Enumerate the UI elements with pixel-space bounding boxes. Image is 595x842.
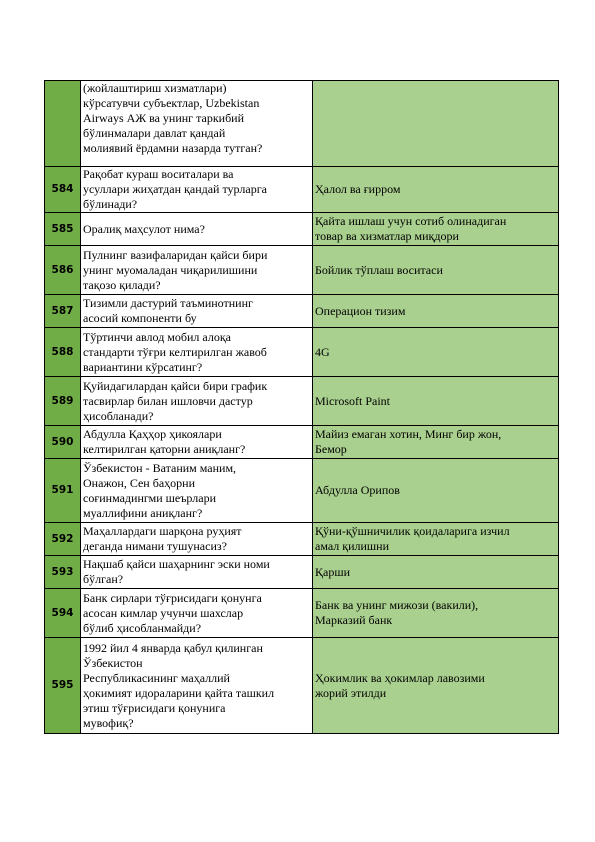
- row-number: 591: [45, 459, 81, 523]
- question-cell: Маҳаллардаги шарқона руҳият деганда нимани тушунасиз?: [81, 523, 313, 556]
- question-cell: Тўртинчи авлод мобил алоқа стандарти тўғри келтирилган жавоб вариантини кўрсатинг?: [81, 328, 313, 377]
- answer-cell: Қарши: [313, 556, 559, 589]
- table-row: [45, 167, 559, 213]
- answer-cell: Майиз емаган хотин, Минг бир жон, Бемор: [313, 426, 559, 459]
- table-row: [45, 459, 559, 523]
- table-row: [45, 426, 559, 459]
- table-row: [45, 638, 559, 734]
- table-row: [45, 523, 559, 556]
- row-number: 592: [45, 523, 81, 556]
- row-number: 593: [45, 556, 81, 589]
- answer-cell: Абдулла Орипов: [313, 459, 559, 523]
- row-number: 594: [45, 589, 81, 638]
- answer-cell: Қўни-қўшничилик қоидаларига изчил амал қилишни: [313, 523, 559, 556]
- question-cell: 1992 йил 4 январда қабул қилинган Ўзбекистон Республикасининг маҳаллий ҳокимият идораларини қайта ташкил этиш тўғрисидаги қонунига мувофиқ?: [81, 638, 313, 734]
- question-cell: Пулнинг вазифаларидан қайси бири унинг муомаладан чиқарилишини тақозо қилади?: [81, 246, 313, 295]
- question-cell: Нақшаб қайси шаҳарнинг эски номи бўлган?: [81, 556, 313, 589]
- answer-cell: Microsoft Paint: [313, 377, 559, 426]
- answer-cell: Қайта ишлаш учун сотиб олинадиган товар ва хизматлар миқдори: [313, 213, 559, 246]
- question-cell: Абдулла Қаҳҳор ҳикоялари келтирилган қаторни аниқланг?: [81, 426, 313, 459]
- answer-cell: [313, 81, 559, 167]
- row-number: [45, 81, 81, 167]
- question-cell: Рақобат кураш воситалари ва усуллари жиҳатдан қандай турларга бўлинади?: [81, 167, 313, 213]
- answer-cell: Операцион тизим: [313, 295, 559, 328]
- answer-cell: 4G: [313, 328, 559, 377]
- table-row: [45, 81, 559, 167]
- question-cell: Тизимли дастурий таъминотнинг асосий компоненти бу: [81, 295, 313, 328]
- table-row: [45, 328, 559, 377]
- row-number: 587: [45, 295, 81, 328]
- question-cell: (жойлаштириш хизматлари) кўрсатувчи субъектлар, Uzbekistan Airways АЖ ва унинг таркибий бўлинмалари давлат қандай молиявий ёрдамни назарда тутган?: [81, 81, 313, 167]
- answer-cell: Бойлик тўплаш воситаси: [313, 246, 559, 295]
- question-cell: Қуйидагилардан қайси бири график тасвирлар билан ишловчи дастур ҳисобланади?: [81, 377, 313, 426]
- row-number: 584: [45, 167, 81, 213]
- row-number: 589: [45, 377, 81, 426]
- table-row: [45, 246, 559, 295]
- table-row: [45, 213, 559, 246]
- question-cell: Ўзбекистон - Ватаним маним, Онажон, Сен баҳорни соғинмадингми шеърлари муаллифини аниқланг?: [81, 459, 313, 523]
- row-number: 590: [45, 426, 81, 459]
- table-row: [45, 556, 559, 589]
- questions-table: [44, 80, 559, 734]
- row-number: 595: [45, 638, 81, 734]
- answer-cell: Ҳалол ва ғирром: [313, 167, 559, 213]
- answer-cell: Ҳокимлик ва ҳокимлар лавозими жорий этилди: [313, 638, 559, 734]
- row-number: 588: [45, 328, 81, 377]
- row-number: 585: [45, 213, 81, 246]
- table-row: [45, 295, 559, 328]
- question-cell: Оралиқ маҳсулот нима?: [81, 213, 313, 246]
- answer-cell: Банк ва унинг мижози (вакили), Марказий банк: [313, 589, 559, 638]
- question-cell: Банк сирлари тўғрисидаги қонунга асосан кимлар учунчи шахслар бўлиб ҳисобланмайди?: [81, 589, 313, 638]
- table-row: [45, 589, 559, 638]
- table-row: [45, 377, 559, 426]
- row-number: 586: [45, 246, 81, 295]
